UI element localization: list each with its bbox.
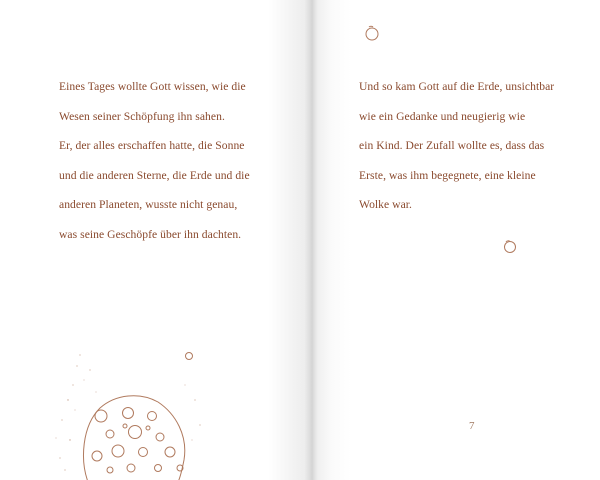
text-line: ein Kind. Der Zufall wollte es, dass das [359,139,545,153]
moon-drawing-illustration [40,340,210,480]
text-line: was seine Geschöpfe über ihn dachten. [59,227,242,241]
text-line: Er, der alles erschaffen hatte, die Sonne [59,139,245,153]
page-number: 7 [469,420,475,432]
text-line: Wesen seiner Schöpfung ihn sahen. [59,109,225,123]
book-gutter [305,0,318,480]
text-line: Eines Tages wollte Gott wissen, wie die [59,80,246,93]
small-ring-decoration [363,23,381,43]
text-line: Erste, was ihm begegnete, eine kleine [359,168,536,182]
right-page-text [359,72,554,220]
text-line: und die anderen Sterne, die Erde und die [59,168,250,182]
text-line: Und so kam Gott auf die Erde, unsichtbar [359,80,555,93]
text-line: anderen Planeten, wusste nicht genau, [59,198,238,212]
left-page-text [59,72,250,250]
small-ring-decoration [500,237,520,257]
right-page [318,0,600,480]
text-line: wie ein Gedanke und neugierig wie [359,109,526,123]
text-line: Wolke war. [359,198,413,212]
